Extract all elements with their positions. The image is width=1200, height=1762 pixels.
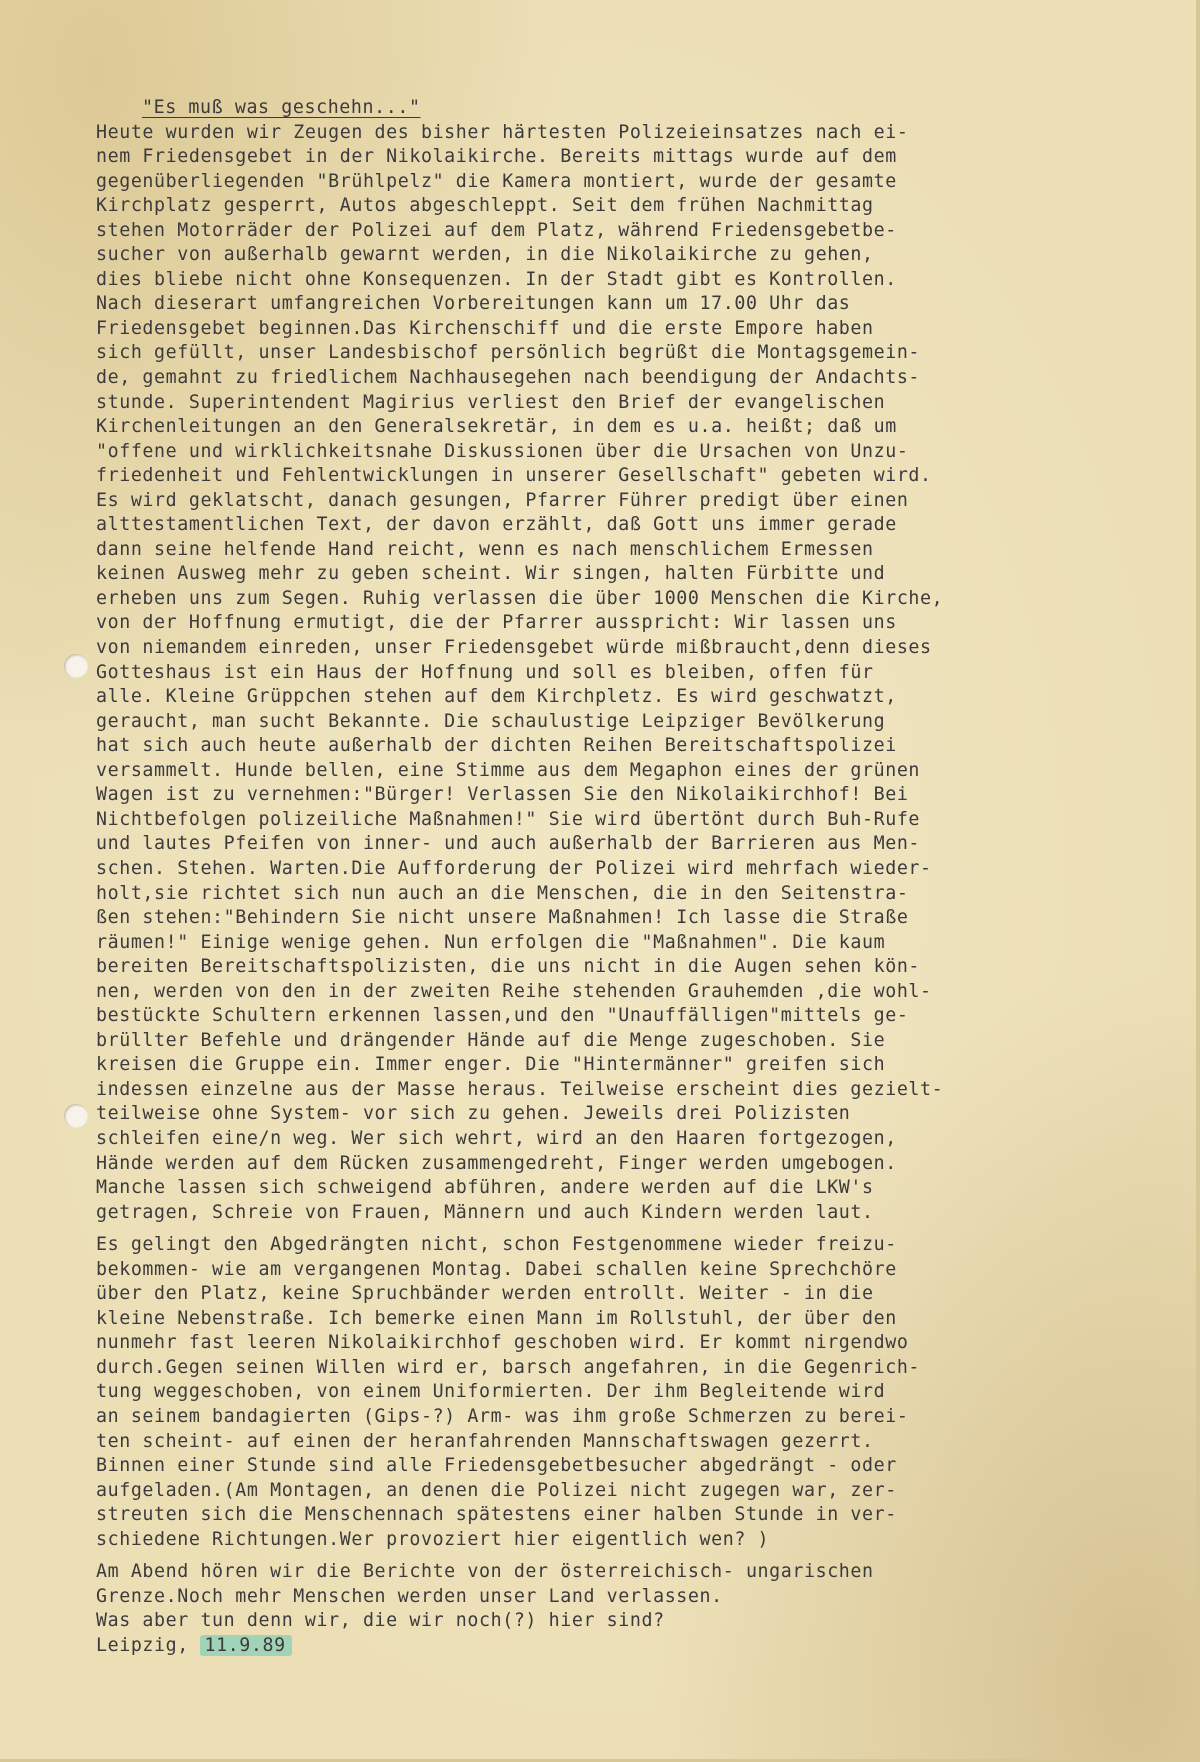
text-line: indessen einzelne aus der Masse heraus. Teilweise erscheint dies gezielt- bbox=[96, 1078, 944, 1100]
text-line: bekommen- wie am vergangenen Montag. Dabei schallen keine Sprechchöre bbox=[96, 1258, 897, 1280]
text-line: alle. Kleine Grüppchen stehen auf dem Kirchpletz. Es wird geschwatzt, bbox=[96, 686, 897, 708]
text-line: "offene und wirklichkeitsnahe Diskussionen über die Ursachen von Unzu- bbox=[96, 440, 909, 462]
paragraph-3 bbox=[96, 1560, 1146, 1634]
text-line: sucher von außerhalb gewarnt werden, in die Nikolaikirche zu gehen, bbox=[96, 244, 874, 266]
text-line: Binnen einer Stunde sind alle Friedensgebetbesucher abgedrängt - oder bbox=[96, 1455, 897, 1477]
text-line: ßen stehen:"Behindern Sie nicht unsere Maßnahmen! Ich lasse die Straße bbox=[96, 907, 909, 929]
signature-line bbox=[96, 1634, 1146, 1659]
document-title: "Es muß was geschehn..." bbox=[142, 97, 421, 118]
text-line: Was aber tun denn wir, die wir noch(?) hier sind? bbox=[96, 1610, 665, 1632]
signature-date: 11.9.89 bbox=[200, 1635, 291, 1656]
text-line: brüllter Befehle und drängender Hände auf die Menge zugeschoben. Sie bbox=[96, 1029, 886, 1051]
text-line: räumen!" Einige wenige gehen. Nun erfolgen die "Maßnahmen". Die kaum bbox=[96, 931, 886, 953]
text-line: schiedene Richtungen.Wer provoziert hier eigentlich wen? ) bbox=[96, 1528, 770, 1550]
text-line: und lautes Pfeifen von inner- und auch außerhalb der Barrieren aus Men- bbox=[96, 833, 921, 855]
text-line: geraucht, man sucht Bekannte. Die schaulustige Leipziger Bevölkerung bbox=[96, 710, 886, 732]
text-line: alttestamentlichen Text, der davon erzählt, daß Gott uns immer gerade bbox=[96, 514, 897, 536]
text-line: Grenze.Noch mehr Menschen werden unser Land verlassen. bbox=[96, 1585, 723, 1607]
text-line: friedenheit und Fehlentwicklungen in unserer Gesellschaft" gebeten wird. bbox=[96, 465, 932, 487]
text-line: bereiten Bereitschaftspolizisten, die uns nicht in die Augen sehen kön- bbox=[96, 956, 921, 978]
signature-place: Leipzig, bbox=[96, 1634, 189, 1656]
text-line: hat sich auch heute außerhalb der dichten Reihen Bereitschaftspolizei bbox=[96, 735, 897, 757]
text-line: gegenüberliegenden "Brühlpelz" die Kamera montiert, wurde der gesamte bbox=[96, 170, 897, 192]
punch-hole bbox=[64, 1104, 88, 1128]
text-line: Friedensgebet beginnen.Das Kirchenschiff und die erste Empore haben bbox=[96, 317, 874, 339]
text-line: von der Hoffnung ermutigt, die der Pfarrer ausspricht: Wir lassen uns bbox=[96, 612, 897, 634]
text-line: kreisen die Gruppe ein. Immer enger. Die "Hintermänner" greifen sich bbox=[96, 1054, 886, 1076]
text-line: von niemandem einreden, unser Friedensgebet würde mißbraucht,denn dieses bbox=[96, 637, 932, 659]
text-line: sich gefüllt, unser Landesbischof persönlich begrüßt die Montagsgemein- bbox=[96, 342, 921, 364]
text-line: an seinem bandagierten (Gips-?) Arm- was ihm große Schmerzen zu berei- bbox=[96, 1405, 909, 1427]
text-line: Wagen ist zu vernehmen:"Bürger! Verlassen Sie den Nikolaikirchhof! Bei bbox=[96, 784, 909, 806]
text-line: Kirchenleitungen an den Generalsekretär, in dem es u.a. heißt; daß um bbox=[96, 416, 897, 438]
text-line: Am Abend hören wir die Berichte von der österreichisch- ungarischen bbox=[96, 1561, 874, 1583]
text-line: nen, werden von den in der zweiten Reihe stehenden Grauhemden ,die wohl- bbox=[96, 980, 932, 1002]
text-line: bestückte Schultern erkennen lassen,und den "Unauffälligen"mittels ge- bbox=[96, 1005, 909, 1027]
text-line: schleifen eine/n weg. Wer sich wehrt, wird an den Haaren fortgezogen, bbox=[96, 1127, 897, 1149]
text-line: holt,sie richtet sich nun auch an die Menschen, die in den Seitenstra- bbox=[96, 882, 909, 904]
text-line: stehen Motorräder der Polizei auf dem Platz, während Friedensgebetbe- bbox=[96, 219, 897, 241]
text-line: de, gemahnt zu friedlichem Nachhausegehen nach beendigung der Andachts- bbox=[96, 367, 921, 389]
text-line: Es wird geklatscht, danach gesungen, Pfarrer Führer predigt über einen bbox=[96, 489, 909, 511]
text-line: kleine Nebenstraße. Ich bemerke einen Mann im Rollstuhl, der über den bbox=[96, 1307, 897, 1329]
text-line: Heute wurden wir Zeugen des bisher härtesten Polizeieinsatzes nach ei- bbox=[96, 121, 909, 143]
text-line: aufgeladen.(Am Montagen, an denen die Polizei nicht zugegen war, zer- bbox=[96, 1479, 897, 1501]
text-line: tung weggeschoben, von einem Uniformierten. Der ihm Begleitende wird bbox=[96, 1381, 886, 1403]
text-line: teilweise ohne System- vor sich zu gehen. Jeweils drei Polizisten bbox=[96, 1103, 851, 1125]
text-line: Es gelingt den Abgedrängten nicht, schon Festgenommene wieder freizu- bbox=[96, 1234, 897, 1256]
text-line: durch.Gegen seinen Willen wird er, barsch angefahren, in die Gegenrich- bbox=[96, 1356, 921, 1378]
text-line: erheben uns zum Segen. Ruhig verlassen die über 1000 Menschen die Kirche, bbox=[96, 587, 944, 609]
text-line: getragen, Schreie von Frauen, Männern und auch Kindern werden laut. bbox=[96, 1201, 874, 1223]
text-line: versammelt. Hunde bellen, eine Stimme aus dem Megaphon eines der grünen bbox=[96, 759, 921, 781]
punch-hole bbox=[64, 654, 88, 678]
text-line: Nach dieserart umfangreichen Vorbereitungen kann um 17.00 Uhr das bbox=[96, 293, 851, 315]
text-line: ten scheint- auf einen der heranfahrenden Mannschaftswagen gezerrt. bbox=[96, 1430, 874, 1452]
text-line: schen. Stehen. Warten.Die Aufforderung der Polizei wird mehrfach wieder- bbox=[96, 857, 932, 879]
paragraph-1 bbox=[96, 121, 1146, 1226]
text-line: Nichtbefolgen polizeiliche Maßnahmen!" Sie wird übertönt durch Buh-Rufe bbox=[96, 808, 921, 830]
text-line: über den Platz, keine Spruchbänder werden entrollt. Weiter - in die bbox=[96, 1283, 874, 1305]
text-line: Gotteshaus ist ein Haus der Hoffnung und soll es bleiben, offen für bbox=[96, 661, 874, 683]
text-line: streuten sich die Menschennach spätestens einer halben Stunde in ver- bbox=[96, 1504, 897, 1526]
typewritten-text bbox=[96, 96, 1146, 1658]
paragraph-2 bbox=[96, 1233, 1146, 1552]
text-line: dies bliebe nicht ohne Konsequenzen. In der Stadt gibt es Kontrollen. bbox=[96, 268, 897, 290]
text-line: stunde. Superintendent Magirius verliest den Brief der evangelischen bbox=[96, 391, 886, 413]
text-line: Hände werden auf dem Rücken zusammengedreht, Finger werden umgebogen. bbox=[96, 1152, 897, 1174]
text-line: nunmehr fast leeren Nikolaikirchhof geschoben wird. Er kommt nirgendwo bbox=[96, 1332, 909, 1354]
text-line: nem Friedensgebet in der Nikolaikirche. Bereits mittags wurde auf dem bbox=[96, 146, 897, 168]
text-line: dann seine helfende Hand reicht, wenn es nach menschlichem Ermessen bbox=[96, 538, 874, 560]
text-line: Kirchplatz gesperrt, Autos abgeschleppt. Seit dem frühen Nachmittag bbox=[96, 195, 874, 217]
text-line: Manche lassen sich schweigend abführen, andere werden auf die LKW's bbox=[96, 1177, 874, 1199]
text-line: keinen Ausweg mehr zu geben scheint. Wir singen, halten Fürbitte und bbox=[96, 563, 886, 585]
